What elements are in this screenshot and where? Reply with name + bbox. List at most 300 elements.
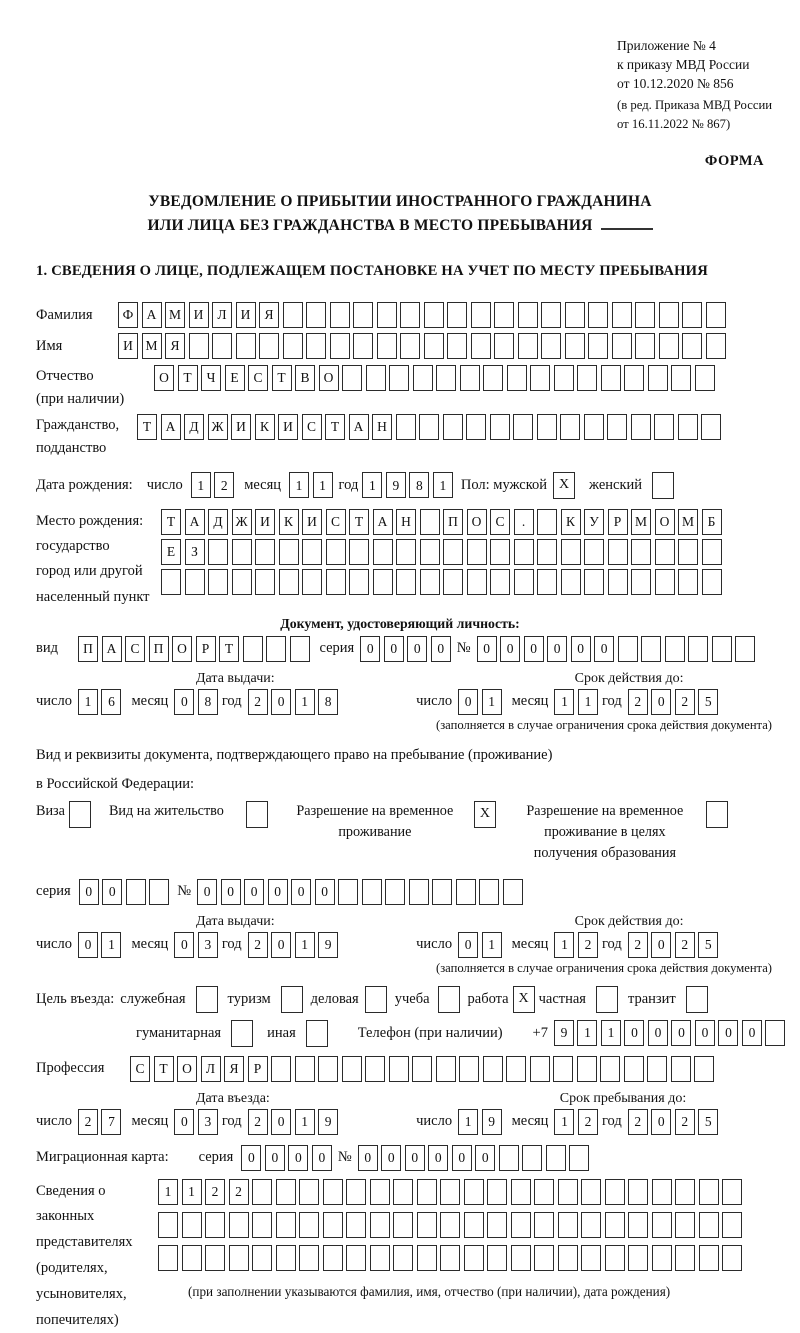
char-cell[interactable]: 0 <box>358 1145 378 1171</box>
char-cell[interactable]: 2 <box>229 1179 249 1205</box>
char-cell[interactable]: 0 <box>78 932 98 958</box>
char-cell[interactable]: 5 <box>698 932 718 958</box>
char-cell[interactable]: С <box>248 365 268 391</box>
char-cell[interactable] <box>346 1212 366 1238</box>
char-cell[interactable]: 2 <box>248 689 268 715</box>
char-cell[interactable]: О <box>319 365 339 391</box>
char-cell[interactable] <box>735 636 755 662</box>
char-cell[interactable] <box>534 1245 554 1271</box>
char-cell[interactable]: 0 <box>265 1145 285 1171</box>
char-cell[interactable] <box>420 569 440 595</box>
char-cell[interactable] <box>149 879 169 905</box>
char-cell[interactable]: 0 <box>500 636 520 662</box>
char-cell[interactable] <box>276 1179 296 1205</box>
char-cell[interactable] <box>511 1245 531 1271</box>
char-cell[interactable] <box>584 414 604 440</box>
char-cell[interactable] <box>511 1212 531 1238</box>
char-cell[interactable]: 2 <box>578 932 598 958</box>
char-cell[interactable] <box>678 569 698 595</box>
char-cell[interactable] <box>631 539 651 565</box>
char-cell[interactable]: 0 <box>221 879 241 905</box>
char-cell[interactable] <box>338 879 358 905</box>
char-cell[interactable] <box>417 1212 437 1238</box>
char-cell[interactable] <box>487 1179 507 1205</box>
char-cell[interactable] <box>400 302 420 328</box>
char-cell[interactable]: 0 <box>102 879 122 905</box>
char-cell[interactable] <box>541 333 561 359</box>
char-cell[interactable]: 0 <box>315 879 335 905</box>
char-cell[interactable] <box>659 333 679 359</box>
char-cell[interactable] <box>569 1145 589 1171</box>
char-cell[interactable] <box>283 302 303 328</box>
char-cell[interactable] <box>537 569 557 595</box>
char-cell[interactable]: 0 <box>651 932 671 958</box>
char-cell[interactable] <box>158 1212 178 1238</box>
char-cell[interactable] <box>443 414 463 440</box>
char-cell[interactable]: М <box>678 509 698 535</box>
char-cell[interactable]: М <box>631 509 651 535</box>
char-cell[interactable]: И <box>278 414 298 440</box>
char-cell[interactable]: 1 <box>433 472 453 498</box>
char-cell[interactable] <box>699 1179 719 1205</box>
char-cell[interactable]: 1 <box>295 1109 315 1135</box>
char-cell[interactable] <box>678 539 698 565</box>
char-cell[interactable] <box>208 569 228 595</box>
char-cell[interactable] <box>409 879 429 905</box>
char-cell[interactable]: Ф <box>118 302 138 328</box>
char-cell[interactable]: Т <box>219 636 239 662</box>
char-cell[interactable]: Я <box>259 302 279 328</box>
char-cell[interactable] <box>342 1056 362 1082</box>
char-cell[interactable] <box>706 333 726 359</box>
char-cell[interactable] <box>702 539 722 565</box>
char-cell[interactable]: К <box>255 414 275 440</box>
char-cell[interactable] <box>722 1212 742 1238</box>
char-cell[interactable]: И <box>302 509 322 535</box>
purpose-private-checkbox[interactable] <box>596 986 618 1013</box>
char-cell[interactable] <box>507 365 527 391</box>
char-cell[interactable]: 3 <box>198 1109 218 1135</box>
char-cell[interactable]: 1 <box>362 472 382 498</box>
char-cell[interactable] <box>503 879 523 905</box>
char-cell[interactable] <box>396 414 416 440</box>
char-cell[interactable] <box>158 1245 178 1271</box>
char-cell[interactable]: 0 <box>431 636 451 662</box>
char-cell[interactable] <box>565 302 585 328</box>
char-cell[interactable] <box>377 302 397 328</box>
purpose-other-checkbox[interactable] <box>306 1020 328 1047</box>
char-cell[interactable] <box>490 414 510 440</box>
char-cell[interactable] <box>466 414 486 440</box>
char-cell[interactable]: 0 <box>291 879 311 905</box>
char-cell[interactable]: 2 <box>628 932 648 958</box>
char-cell[interactable]: 0 <box>241 1145 261 1171</box>
char-cell[interactable]: 1 <box>295 932 315 958</box>
char-cell[interactable] <box>393 1212 413 1238</box>
char-cell[interactable]: 9 <box>482 1109 502 1135</box>
char-cell[interactable]: 0 <box>268 879 288 905</box>
char-cell[interactable] <box>765 1020 785 1046</box>
char-cell[interactable]: 1 <box>313 472 333 498</box>
char-cell[interactable] <box>440 1245 460 1271</box>
char-cell[interactable] <box>189 333 209 359</box>
char-cell[interactable]: 1 <box>289 472 309 498</box>
char-cell[interactable] <box>464 1245 484 1271</box>
char-cell[interactable] <box>362 879 382 905</box>
char-cell[interactable] <box>266 636 286 662</box>
char-cell[interactable]: Р <box>248 1056 268 1082</box>
char-cell[interactable]: 0 <box>648 1020 668 1046</box>
char-cell[interactable]: 0 <box>174 689 194 715</box>
char-cell[interactable] <box>678 414 698 440</box>
char-cell[interactable] <box>483 1056 503 1082</box>
char-cell[interactable] <box>518 333 538 359</box>
char-cell[interactable]: 0 <box>624 1020 644 1046</box>
char-cell[interactable] <box>558 1245 578 1271</box>
char-cell[interactable] <box>522 1145 542 1171</box>
char-cell[interactable] <box>302 569 322 595</box>
char-cell[interactable]: 8 <box>409 472 429 498</box>
char-cell[interactable] <box>553 1056 573 1082</box>
char-cell[interactable] <box>654 414 674 440</box>
char-cell[interactable] <box>534 1179 554 1205</box>
char-cell[interactable] <box>514 569 534 595</box>
char-cell[interactable] <box>513 414 533 440</box>
char-cell[interactable]: Я <box>224 1056 244 1082</box>
char-cell[interactable] <box>436 1056 456 1082</box>
char-cell[interactable] <box>518 302 538 328</box>
char-cell[interactable]: 1 <box>577 1020 597 1046</box>
char-cell[interactable]: У <box>584 509 604 535</box>
char-cell[interactable] <box>561 569 581 595</box>
char-cell[interactable]: Т <box>178 365 198 391</box>
char-cell[interactable]: 0 <box>524 636 544 662</box>
char-cell[interactable]: 8 <box>318 689 338 715</box>
char-cell[interactable] <box>628 1212 648 1238</box>
char-cell[interactable]: 2 <box>628 689 648 715</box>
char-cell[interactable] <box>467 539 487 565</box>
char-cell[interactable]: 0 <box>477 636 497 662</box>
char-cell[interactable] <box>323 1212 343 1238</box>
char-cell[interactable] <box>659 302 679 328</box>
char-cell[interactable] <box>635 302 655 328</box>
char-cell[interactable] <box>349 569 369 595</box>
char-cell[interactable] <box>584 569 604 595</box>
char-cell[interactable]: Т <box>161 509 181 535</box>
char-cell[interactable] <box>652 1245 672 1271</box>
char-cell[interactable]: 0 <box>428 1145 448 1171</box>
char-cell[interactable] <box>675 1245 695 1271</box>
char-cell[interactable] <box>588 333 608 359</box>
char-cell[interactable]: И <box>231 414 251 440</box>
char-cell[interactable]: Ч <box>201 365 221 391</box>
purpose-work-checkbox[interactable]: X <box>513 986 535 1013</box>
char-cell[interactable] <box>499 1145 519 1171</box>
char-cell[interactable]: 7 <box>101 1109 121 1135</box>
char-cell[interactable] <box>628 1245 648 1271</box>
char-cell[interactable]: В <box>295 365 315 391</box>
char-cell[interactable] <box>471 333 491 359</box>
char-cell[interactable] <box>712 636 732 662</box>
char-cell[interactable] <box>126 879 146 905</box>
char-cell[interactable] <box>389 1056 409 1082</box>
char-cell[interactable] <box>182 1245 202 1271</box>
char-cell[interactable] <box>608 569 628 595</box>
char-cell[interactable] <box>675 1212 695 1238</box>
char-cell[interactable] <box>279 569 299 595</box>
char-cell[interactable]: 0 <box>271 689 291 715</box>
char-cell[interactable] <box>647 1056 667 1082</box>
char-cell[interactable] <box>243 636 263 662</box>
char-cell[interactable]: А <box>142 302 162 328</box>
char-cell[interactable] <box>205 1212 225 1238</box>
char-cell[interactable]: 0 <box>651 1109 671 1135</box>
char-cell[interactable] <box>471 302 491 328</box>
char-cell[interactable] <box>443 569 463 595</box>
char-cell[interactable] <box>417 1179 437 1205</box>
char-cell[interactable]: П <box>443 509 463 535</box>
char-cell[interactable] <box>706 302 726 328</box>
char-cell[interactable] <box>306 333 326 359</box>
char-cell[interactable]: 1 <box>554 1109 574 1135</box>
char-cell[interactable] <box>440 1212 460 1238</box>
char-cell[interactable]: А <box>185 509 205 535</box>
char-cell[interactable]: 5 <box>698 1109 718 1135</box>
char-cell[interactable]: 1 <box>295 689 315 715</box>
char-cell[interactable] <box>581 1212 601 1238</box>
char-cell[interactable] <box>671 1056 691 1082</box>
char-cell[interactable]: 0 <box>360 636 380 662</box>
char-cell[interactable] <box>318 1056 338 1082</box>
char-cell[interactable]: 0 <box>288 1145 308 1171</box>
temp-residence-checkbox[interactable]: X <box>474 801 496 828</box>
char-cell[interactable] <box>252 1245 272 1271</box>
char-cell[interactable] <box>624 1056 644 1082</box>
purpose-tourism-checkbox[interactable] <box>281 986 303 1013</box>
char-cell[interactable]: 0 <box>174 932 194 958</box>
char-cell[interactable] <box>635 333 655 359</box>
char-cell[interactable] <box>419 414 439 440</box>
char-cell[interactable]: 0 <box>571 636 591 662</box>
char-cell[interactable]: К <box>279 509 299 535</box>
char-cell[interactable] <box>530 365 550 391</box>
char-cell[interactable]: Р <box>608 509 628 535</box>
char-cell[interactable]: 9 <box>386 472 406 498</box>
char-cell[interactable] <box>479 879 499 905</box>
sex-female-checkbox[interactable] <box>652 472 674 499</box>
char-cell[interactable] <box>494 333 514 359</box>
char-cell[interactable] <box>365 1056 385 1082</box>
char-cell[interactable] <box>420 509 440 535</box>
char-cell[interactable]: П <box>78 636 98 662</box>
char-cell[interactable] <box>205 1245 225 1271</box>
char-cell[interactable]: Л <box>212 302 232 328</box>
char-cell[interactable] <box>534 1212 554 1238</box>
char-cell[interactable]: 0 <box>547 636 567 662</box>
char-cell[interactable] <box>229 1212 249 1238</box>
char-cell[interactable] <box>161 569 181 595</box>
char-cell[interactable]: 1 <box>482 932 502 958</box>
char-cell[interactable] <box>346 1179 366 1205</box>
char-cell[interactable]: А <box>373 509 393 535</box>
char-cell[interactable] <box>561 539 581 565</box>
char-cell[interactable] <box>302 539 322 565</box>
char-cell[interactable]: А <box>102 636 122 662</box>
char-cell[interactable]: 9 <box>318 932 338 958</box>
char-cell[interactable] <box>641 636 661 662</box>
char-cell[interactable] <box>232 569 252 595</box>
char-cell[interactable] <box>607 414 627 440</box>
char-cell[interactable] <box>699 1245 719 1271</box>
char-cell[interactable] <box>514 539 534 565</box>
char-cell[interactable] <box>464 1212 484 1238</box>
char-cell[interactable] <box>366 365 386 391</box>
char-cell[interactable] <box>255 539 275 565</box>
char-cell[interactable]: 0 <box>458 932 478 958</box>
char-cell[interactable] <box>326 539 346 565</box>
char-cell[interactable] <box>229 1245 249 1271</box>
char-cell[interactable] <box>370 1245 390 1271</box>
char-cell[interactable] <box>373 539 393 565</box>
char-cell[interactable]: 0 <box>407 636 427 662</box>
char-cell[interactable] <box>330 333 350 359</box>
char-cell[interactable] <box>675 1179 695 1205</box>
char-cell[interactable]: 0 <box>197 879 217 905</box>
char-cell[interactable]: 1 <box>554 689 574 715</box>
char-cell[interactable] <box>349 539 369 565</box>
char-cell[interactable]: Ж <box>208 414 228 440</box>
char-cell[interactable] <box>601 365 621 391</box>
char-cell[interactable] <box>443 539 463 565</box>
char-cell[interactable] <box>370 1179 390 1205</box>
char-cell[interactable]: Л <box>201 1056 221 1082</box>
char-cell[interactable] <box>511 1179 531 1205</box>
char-cell[interactable] <box>560 414 580 440</box>
char-cell[interactable] <box>565 333 585 359</box>
char-cell[interactable] <box>487 1212 507 1238</box>
char-cell[interactable] <box>306 302 326 328</box>
char-cell[interactable]: Д <box>208 509 228 535</box>
char-cell[interactable]: 1 <box>578 689 598 715</box>
char-cell[interactable] <box>682 302 702 328</box>
char-cell[interactable] <box>600 1056 620 1082</box>
char-cell[interactable]: 2 <box>675 1109 695 1135</box>
char-cell[interactable]: О <box>467 509 487 535</box>
char-cell[interactable] <box>279 539 299 565</box>
residence-permit-checkbox[interactable] <box>246 801 268 828</box>
char-cell[interactable] <box>420 539 440 565</box>
char-cell[interactable] <box>558 1212 578 1238</box>
char-cell[interactable] <box>652 1179 672 1205</box>
char-cell[interactable] <box>584 539 604 565</box>
char-cell[interactable] <box>577 1056 597 1082</box>
char-cell[interactable] <box>682 333 702 359</box>
char-cell[interactable] <box>612 333 632 359</box>
char-cell[interactable] <box>701 414 721 440</box>
char-cell[interactable] <box>460 365 480 391</box>
char-cell[interactable] <box>546 1145 566 1171</box>
char-cell[interactable] <box>436 365 456 391</box>
char-cell[interactable]: О <box>177 1056 197 1082</box>
char-cell[interactable] <box>467 569 487 595</box>
char-cell[interactable]: 1 <box>458 1109 478 1135</box>
char-cell[interactable]: 0 <box>271 1109 291 1135</box>
char-cell[interactable] <box>400 333 420 359</box>
char-cell[interactable]: Т <box>137 414 157 440</box>
char-cell[interactable] <box>393 1179 413 1205</box>
char-cell[interactable] <box>694 1056 714 1082</box>
char-cell[interactable] <box>323 1245 343 1271</box>
char-cell[interactable]: Н <box>396 509 416 535</box>
char-cell[interactable] <box>588 302 608 328</box>
char-cell[interactable] <box>624 365 644 391</box>
char-cell[interactable] <box>722 1179 742 1205</box>
char-cell[interactable]: И <box>255 509 275 535</box>
char-cell[interactable] <box>537 509 557 535</box>
char-cell[interactable] <box>648 365 668 391</box>
char-cell[interactable] <box>612 302 632 328</box>
char-cell[interactable]: 3 <box>198 932 218 958</box>
char-cell[interactable] <box>299 1245 319 1271</box>
char-cell[interactable]: С <box>302 414 322 440</box>
char-cell[interactable]: 9 <box>318 1109 338 1135</box>
char-cell[interactable] <box>290 636 310 662</box>
char-cell[interactable]: А <box>161 414 181 440</box>
char-cell[interactable] <box>541 302 561 328</box>
char-cell[interactable]: 0 <box>742 1020 762 1046</box>
char-cell[interactable] <box>605 1212 625 1238</box>
char-cell[interactable] <box>252 1179 272 1205</box>
char-cell[interactable]: 6 <box>101 689 121 715</box>
char-cell[interactable]: М <box>165 302 185 328</box>
char-cell[interactable]: С <box>125 636 145 662</box>
char-cell[interactable] <box>413 365 433 391</box>
char-cell[interactable]: Я <box>165 333 185 359</box>
char-cell[interactable] <box>605 1245 625 1271</box>
char-cell[interactable]: З <box>185 539 205 565</box>
char-cell[interactable] <box>208 539 228 565</box>
char-cell[interactable]: 8 <box>198 689 218 715</box>
purpose-official-checkbox[interactable] <box>196 986 218 1013</box>
char-cell[interactable]: 2 <box>578 1109 598 1135</box>
char-cell[interactable] <box>373 569 393 595</box>
char-cell[interactable]: К <box>561 509 581 535</box>
char-cell[interactable]: 0 <box>384 636 404 662</box>
char-cell[interactable]: 2 <box>675 932 695 958</box>
char-cell[interactable]: 0 <box>475 1145 495 1171</box>
char-cell[interactable] <box>259 333 279 359</box>
char-cell[interactable] <box>299 1179 319 1205</box>
char-cell[interactable]: 0 <box>695 1020 715 1046</box>
char-cell[interactable]: 1 <box>482 689 502 715</box>
char-cell[interactable] <box>628 1179 648 1205</box>
char-cell[interactable] <box>255 569 275 595</box>
char-cell[interactable] <box>424 333 444 359</box>
char-cell[interactable]: 2 <box>205 1179 225 1205</box>
char-cell[interactable] <box>605 1179 625 1205</box>
char-cell[interactable] <box>722 1245 742 1271</box>
char-cell[interactable] <box>323 1179 343 1205</box>
char-cell[interactable]: 1 <box>182 1179 202 1205</box>
char-cell[interactable]: Р <box>196 636 216 662</box>
char-cell[interactable] <box>396 569 416 595</box>
char-cell[interactable]: 0 <box>452 1145 472 1171</box>
char-cell[interactable] <box>326 569 346 595</box>
char-cell[interactable] <box>699 1212 719 1238</box>
char-cell[interactable]: О <box>172 636 192 662</box>
char-cell[interactable] <box>276 1212 296 1238</box>
char-cell[interactable]: . <box>514 509 534 535</box>
